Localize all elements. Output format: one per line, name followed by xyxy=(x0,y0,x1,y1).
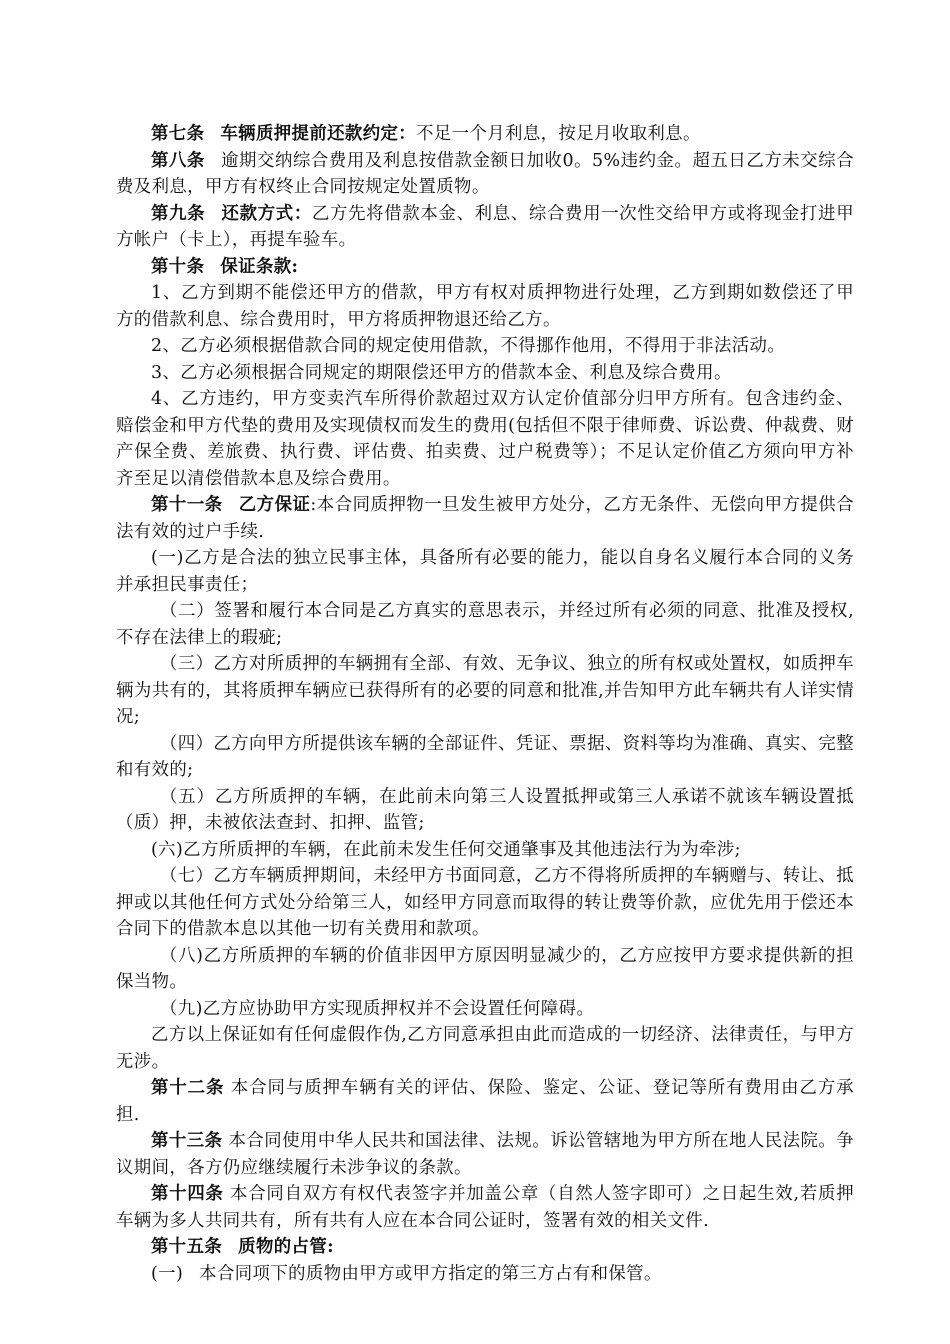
article-text: 乙方先将借款本金、利息、综合费用一次性交给甲方或将现金打进甲方帐户（卡上），再提车验车。 xyxy=(116,203,854,250)
article-10-item: 1、乙方到期不能偿还甲方的借款，甲方有权对质押物进行处理，乙方到期如数偿还了甲方的借款利息、综合费用时，甲方将质押物退还给乙方。 xyxy=(116,283,854,330)
article-8 xyxy=(116,148,854,201)
article-label: 第十五条 xyxy=(151,1237,223,1257)
article-12 xyxy=(116,1075,854,1128)
article-11-closing: 乙方以上保证如有任何虚假作伪,乙方同意承担由此而造成的一切经济、法律责任，与甲方无涉。 xyxy=(116,1025,854,1072)
item-text: 本合同项下的质物由甲方或甲方指定的第三方占有和保管。 xyxy=(199,1263,662,1284)
article-9 xyxy=(116,201,854,254)
article-13 xyxy=(116,1128,854,1181)
article-title: 保证条款: xyxy=(220,256,299,277)
article-11-item: (六)乙方所质押的车辆，在此前未发生任何交通肇事及其他违法行为为牵涉; xyxy=(151,839,741,860)
contract-body xyxy=(116,121,854,1287)
article-11-item: （九)乙方应协助甲方实现质押权并不会设置任何障碍。 xyxy=(160,998,595,1019)
article-7 xyxy=(116,121,854,148)
article-11-item: （二）签署和履行本合同是乙方真实的意思表示，并经过所有必须的同意、批准及授权,不存在法律上的瑕疵; xyxy=(116,601,854,648)
article-label: 第九条 xyxy=(151,203,206,224)
article-11-item: (一)乙方是合法的独立民事主体，具备所有必要的能力，能以自身名义履行本合同的义务并承担民事责任； xyxy=(116,548,854,595)
article-text: 本合同使用中华人民共和国法律、法规。诉讼管辖地为甲方所在地人民法院。争议期间，各方仍应继续履行未涉争议的条款。 xyxy=(116,1131,854,1178)
article-15-heading xyxy=(116,1234,854,1261)
article-10-heading xyxy=(116,254,854,281)
article-title: 质物的占管: xyxy=(238,1237,334,1257)
article-15-item xyxy=(116,1261,854,1288)
article-10-item: 4、乙方违约，甲方变卖汽车所得价款超过双方认定价值部分归甲方所有。包含违约金、赔偿金和甲方代垫的费用及实现债权而发生的费用(包括但不限于律师费、诉讼费、仲裁费、财产保全费、差旅费、执行费、评估费、拍卖费、过户税费等）；不足认定价值乙方须向甲方补齐至足以清偿借款本息及综合费用。 xyxy=(116,389,854,489)
article-11-item: （三）乙方对所质押的车辆拥有全部、有效、无争议、独立的所有权或处置权，如质押车辆为共有的，其将质押车辆应已获得所有的必要的同意和批准,并告知甲方此车辆共有人详实情况; xyxy=(116,654,854,727)
article-label: 第十二条 xyxy=(151,1078,225,1098)
article-text: 逾期交纳综合费用及利息按借款金额日加收0。5%违约金。超五日乙方未交综合费及利息，甲方有权终止合同按规定处置质物。 xyxy=(116,150,854,197)
article-10-item: 2、乙方必须根据借款合同的规定使用借款，不得挪作他用，不得用于非法活动。 xyxy=(151,336,786,356)
article-label: 第十一条 xyxy=(151,495,223,515)
article-text: :本合同质押物一旦发生被甲方处分，乙方无条件、无偿向甲方提供合法有效的过户手续. xyxy=(116,495,854,542)
article-label: 第七条 xyxy=(151,124,205,144)
article-label: 第十四条 xyxy=(151,1184,224,1204)
article-11-item: （七）乙方车辆质押期间，未经甲方书面同意，乙方不得将所质押的车辆赠与、转让、抵押或以其他任何方式处分给第三人，如经甲方同意而取得的转让费等价款，应优先用于偿还本合同下的借款本息以其他一切有关费用和款项。 xyxy=(116,866,854,939)
article-title: 还款方式： xyxy=(221,203,312,224)
article-title: 乙方保证 xyxy=(238,495,311,515)
article-11-item: （八)乙方所质押的车辆的价值非因甲方原因明显减少的，乙方应按甲方要求提供新的担保当物。 xyxy=(116,945,854,992)
article-11-item: （五）乙方所质押的车辆，在此前未向第三人设置抵押或第三人承诺不就该车辆设置抵（质）押，未被依法查封、扣押、监管; xyxy=(116,786,854,833)
article-label: 第十条 xyxy=(151,256,205,277)
article-10-item: 3、乙方必须根据合同规定的期限偿还甲方的借款本金、利息及综合费用。 xyxy=(151,362,732,383)
article-label: 第八条 xyxy=(151,150,205,171)
article-title: 车辆质押提前还款约定： xyxy=(220,124,417,144)
article-label: 第十三条 xyxy=(151,1131,223,1151)
article-text: 不足一个月利息，按足月收取利息。 xyxy=(416,124,701,144)
article-11-item: （四）乙方向甲方所提供该车辆的全部证件、凭证、票据、资料等均为准确、真实、完整和有效的; xyxy=(116,733,854,780)
article-11 xyxy=(116,492,854,545)
item-number: (一) xyxy=(151,1263,184,1284)
article-14 xyxy=(116,1181,854,1234)
article-text: 本合同自双方有权代表签字并加盖公章（自然人签字即可）之日起生效,若质押车辆为多人共同共有，所有共有人应在本合同公证时，签署有效的相关文件. xyxy=(116,1184,854,1231)
article-text: 本合同与质押车辆有关的评估、保险、鉴定、公证、登记等所有费用由乙方承担. xyxy=(116,1078,854,1125)
